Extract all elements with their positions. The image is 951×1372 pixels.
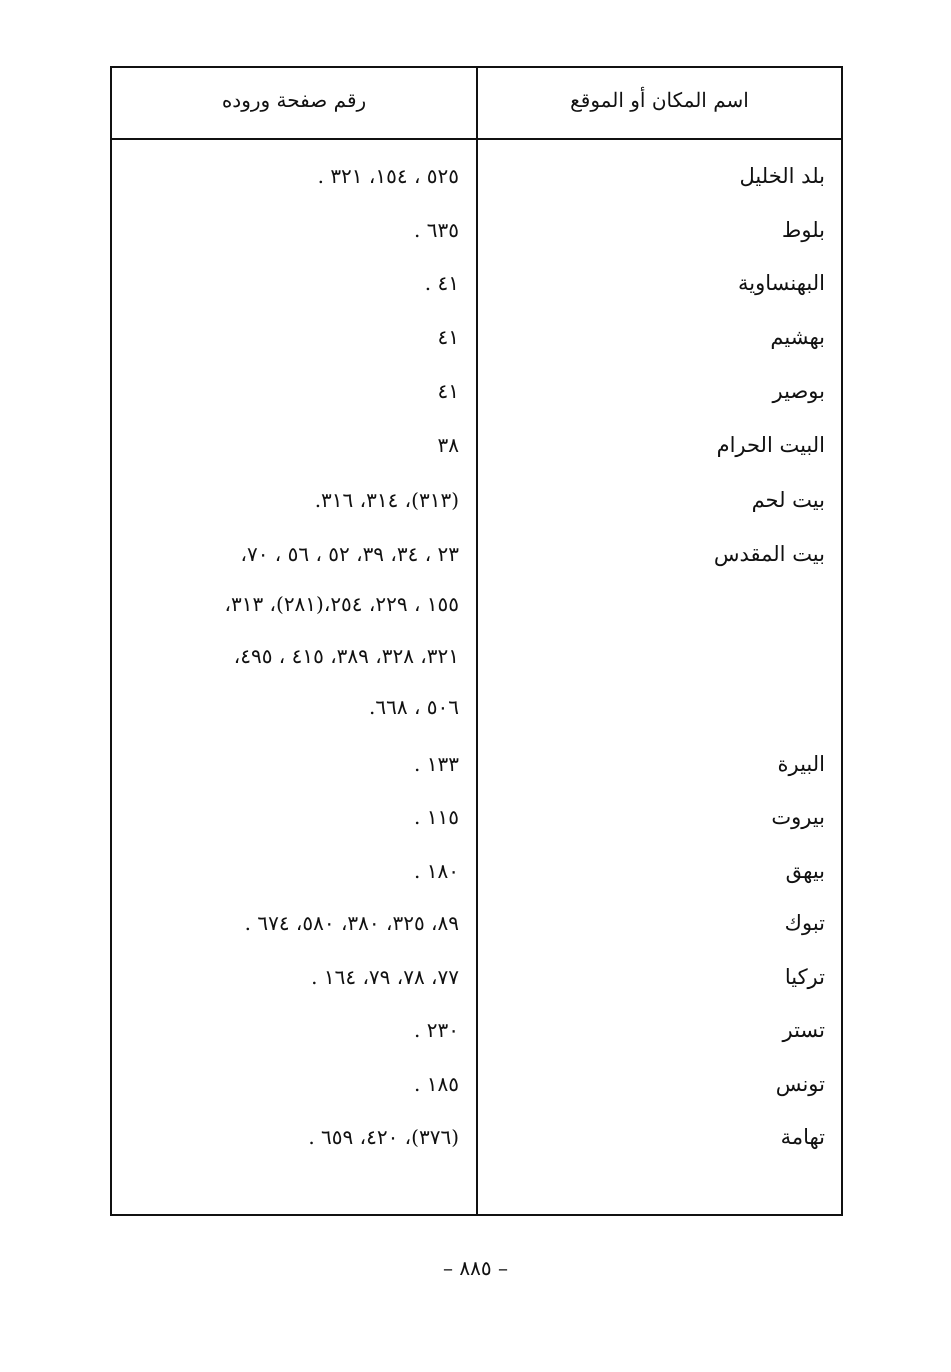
page-references: ٣٨: [437, 433, 459, 457]
page-references: ٥٠٦ ، ٦٦٨.: [369, 695, 459, 719]
page-references: ١٥٥ ، ٢٢٩، ٢٥٤،(٢٨١)، ٣١٣،: [224, 592, 459, 616]
header-place-name: اسم المكان أو الموقع: [570, 88, 749, 112]
place-name: تونس: [775, 1072, 825, 1096]
column-divider: [476, 68, 478, 1214]
page-references: ٢٣٠ .: [414, 1018, 459, 1042]
header-divider: [112, 138, 841, 140]
page-references: ٦٣٥ .: [414, 218, 459, 242]
page-references: ٥٢٥ ، ١٥٤، ٣٢١ .: [317, 164, 459, 188]
index-table: [110, 66, 843, 1216]
page-references: ٣٢١، ٣٢٨، ٣٨٩، ٤١٥ ، ٤٩٥،: [233, 644, 459, 668]
place-name: بلوط: [781, 218, 825, 242]
page-references: ٤١: [437, 325, 459, 349]
page-references: ١٨٥ .: [414, 1072, 459, 1096]
place-name: البيرة: [777, 752, 825, 776]
place-name: بيت لحم: [751, 488, 825, 512]
place-name: بيهق: [785, 859, 825, 883]
place-name: تهامة: [780, 1125, 825, 1149]
place-name: البهنساوية: [738, 271, 825, 295]
place-name: بوصير: [772, 379, 825, 403]
page-references: ٧٧، ٧٨، ٧٩، ١٦٤ .: [311, 965, 459, 989]
page-references: ٨٩، ٣٢٥، ٣٨٠، ٥٨٠، ٦٧٤ .: [244, 911, 459, 935]
page-references: ٤١ .: [424, 271, 459, 295]
page-references: ٤١: [437, 379, 459, 403]
place-name: بلد الخليل: [739, 164, 825, 188]
page-number: – ٨٨٥ –: [443, 1256, 508, 1280]
page-references: (٣٧٦)، ٤٢٠، ٦٥٩ .: [308, 1125, 459, 1149]
page-references: ١١٥ .: [414, 805, 459, 829]
place-name: بيروت: [771, 805, 825, 829]
page-references: (٣١٣)، ٣١٤، ٣١٦.: [314, 488, 459, 512]
header-page-numbers: رقم صفحة وروده: [221, 88, 367, 112]
page-references: ١٣٣ .: [414, 752, 459, 776]
page-references: ٢٣ ، ٣٤، ٣٩، ٥٢ ، ٥٦ ، ٧٠،: [240, 542, 459, 566]
place-name: تبوك: [784, 911, 825, 935]
page-references: ١٨٠ .: [414, 859, 459, 883]
place-name: بهشيم: [770, 325, 825, 349]
place-name: بيت المقدس: [713, 542, 825, 566]
place-name: تستر: [782, 1018, 825, 1042]
place-name: البيت الحرام: [716, 433, 825, 457]
place-name: تركيا: [784, 965, 825, 989]
